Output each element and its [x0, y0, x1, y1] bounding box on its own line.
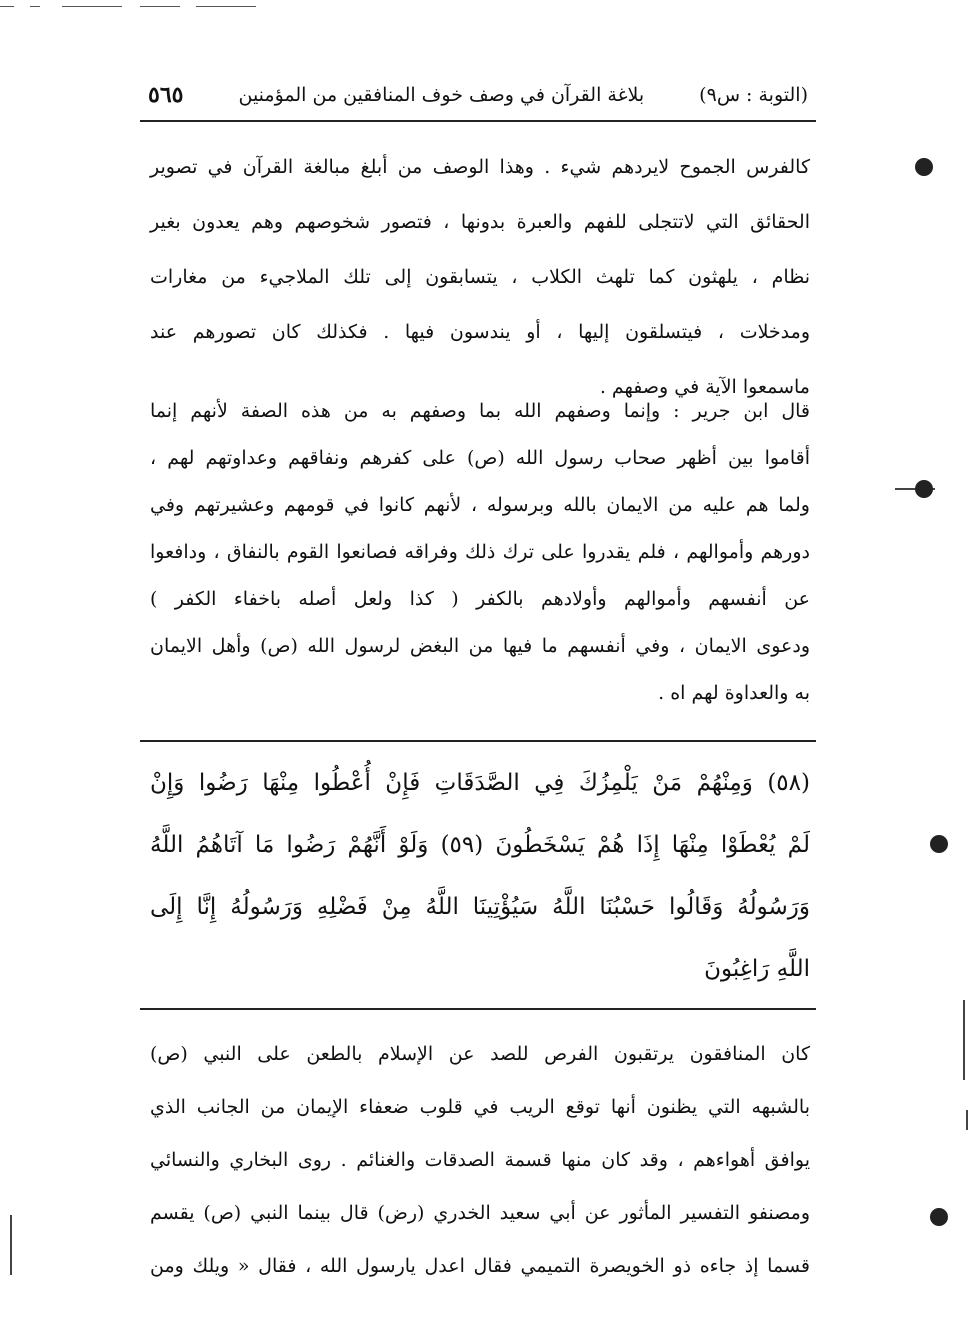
paragraph-2: [150, 388, 810, 717]
paragraph-3: [150, 1028, 810, 1293]
text-line: ماسمعوا الآية في وصفهم .: [599, 376, 810, 398]
text-line: قال ابن جرير : وإنما وصفهم الله بما وصفهم به من هذه الصفة لأنهم إنما: [150, 400, 810, 422]
text-line: نظام ، يلهثون كما تلهث الكلاب ، يتسابقون إلى تلك الملاجيء من مغارات: [150, 266, 810, 288]
text-line: ومصنفو التفسير المأثور عن أبي سعيد الخدري (رض) قال بينما النبي (ص) يقسم: [150, 1202, 810, 1224]
text-line: ودعوى الايمان ، وفي أنفسهم ما فيها من البغض لرسول الله (ص) وأهل الايمان: [150, 635, 810, 657]
header-rule: [140, 120, 816, 122]
verse-line: وَرَسُولُهُ وَقَالُوا حَسْبُنَا اللَّهُ سَيُؤْتِينَا اللَّهُ مِنْ فَضْلِهِ وَرَسُولُهُ إِنَّا إِلَى: [150, 894, 810, 920]
text-line: قسما إذ جاءه ذو الخويصرة التميمي فقال اعدل يارسول الله ، فقال « ويلك ومن: [150, 1255, 810, 1277]
running-title: بلاغة القرآن في وصف خوف المنافقين من المؤمنين: [238, 84, 645, 106]
top-scan-marks: [0, 6, 969, 8]
scan-edge-line: [963, 1000, 965, 1080]
binding-hole-mark: [930, 1208, 948, 1226]
verse-line: اللَّهِ رَاغِبُونَ: [704, 956, 810, 982]
verse-line: لَمْ يُعْطَوْا مِنْهَا إِذَا هُمْ يَسْخَطُونَ (٥٩) وَلَوْ أَنَّهُمْ رَضُوا مَا آتَاهُمُ اللَّهُ: [150, 832, 810, 858]
text-line: ومدخلات ، فيتسلقون إليها ، أو يندسون فيها . فكذلك كان تصورهم عند: [150, 321, 810, 343]
binding-hole-mark: [915, 158, 933, 176]
text-line: عن أنفسهم وأموالهم وأولادهم بالكفر ( كذا ولعل أصله باخفاء الكفر ): [150, 588, 810, 610]
verse-top-rule: [140, 740, 816, 742]
binding-hole-mark: [930, 835, 948, 853]
page-header: [148, 78, 808, 112]
text-line: الحقائق التي لاتتجلى للفهم والعبرة بدونها ، فتصور شخوصهم وهم يعدون بغير: [150, 211, 810, 233]
text-line: دورهم وأموالهم ، فلم يقدروا على ترك ذلك وفراقه فصانعوا القوم بالنفاق ، ودافعوا: [150, 541, 810, 563]
text-line: به والعداوة لهم اه .: [658, 682, 810, 704]
paragraph-1: [150, 140, 810, 415]
text-line: بالشبهه التي يظنون أنها توقع الريب في قلوب ضعفاء الإيمان من الجانب الذي: [150, 1096, 810, 1118]
scan-edge-line: [10, 1215, 12, 1275]
text-line: يوافق أهواءهم ، وقد كان منها قسمة الصدقات والغنائم . روى البخاري والنسائي: [150, 1149, 810, 1171]
text-line: أقاموا بين أظهر صحاب رسول الله (ص) على كفرهم ونفاقهم وعداوتهم لهم ،: [150, 447, 810, 469]
surah-reference: (التوبة : س٩): [699, 84, 808, 106]
page-number: ٥٦٥: [148, 82, 184, 108]
quran-verse: [150, 752, 810, 1000]
text-line: كان المنافقون يرتقبون الفرص للصد عن الإسلام بالطعن على النبي (ص): [150, 1043, 810, 1065]
verse-bottom-rule: [140, 1008, 816, 1010]
text-line: ولما هم عليه من الايمان بالله وبرسوله ، لأنهم كانوا في قومهم وعشيرتهم وفي: [150, 494, 810, 516]
scan-edge-line: [966, 1110, 968, 1130]
verse-line: (٥٨) وَمِنْهُمْ مَنْ يَلْمِزُكَ فِي الصَّدَقَاتِ فَإِنْ أُعْطُوا مِنْهَا رَضُوا وَإِنْ: [150, 770, 810, 796]
text-line: كالفرس الجموح لايردهم شيء . وهذا الوصف من أبلغ مبالغة القرآن في تصوير: [150, 156, 810, 178]
